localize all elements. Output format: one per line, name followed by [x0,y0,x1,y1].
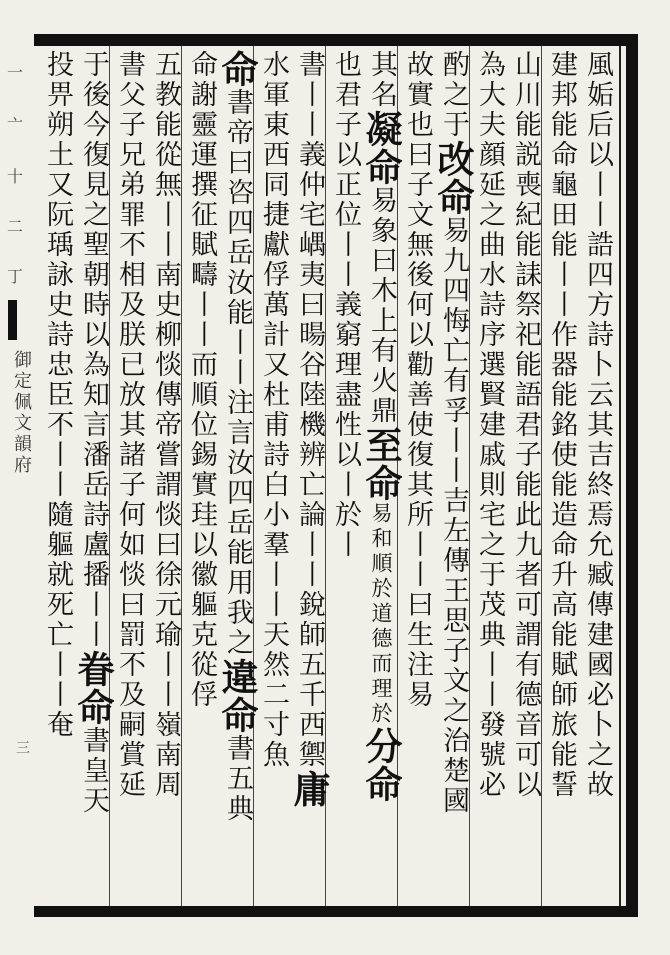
column-text: 書父子兄弟罪不相及朕已放其諸子何如惔曰罰不及嗣賞延 [114,50,145,800]
entry-heading: 改命 [431,140,475,216]
column-text: 易象曰木上有火鼎 [366,186,397,426]
frame-right-border [626,34,638,917]
margin-mark: 一 [6,63,23,82]
text-column [507,50,543,900]
column-text: 命謝靈運撰征賦疇丨丨而順位錫實珪以徽軀克從俘 [186,50,217,710]
text-column [39,50,75,900]
entry-heading: 眷命 [71,650,115,726]
column-text: 書丨丨義仲宅嵎夷曰暘谷陸機辨亡論丨丨銳師五千西禦 [294,50,325,770]
margin-page-mark: 三 [14,740,30,754]
column-text: 投畀朔土又阮瑀詠史詩忠臣不丨丨隨軀就死亡丨丨奄 [42,50,73,740]
margin-fold-title: 御定佩文韻府 [11,350,32,476]
margin-mark: 二 [6,217,23,236]
entry-heading: 凝命 [359,110,403,186]
text-column [327,50,363,900]
text-column [287,50,331,900]
entry-heading: 至命 [359,426,403,502]
entry-heading: 命 [215,50,259,88]
column-text: 風姤后以丨丨誥四方詩卜云其吉終焉允臧傳建國必卜之故 [582,50,613,800]
text-column [543,50,579,900]
column-text: 書五典 [222,734,253,824]
column-text: 也君子以正位丨丨義窮理盡性以丨於丨 [330,50,361,560]
column-text: 建邦能命龜田能丨丨作器能銘使能造命升高能賦師旅能誓 [546,50,577,800]
text-column [71,50,115,900]
column-text: 水軍東西同捷獻俘萬計又杜甫詩白小羣丨丨天然二寸魚 [258,50,289,770]
column-text: 山川能説喪紀能誄祭祀能語君子能此九者可謂有德音可以 [510,50,541,800]
column-text: 其名 [366,50,397,110]
column-text: 書皇天 [78,726,109,816]
text-column [111,50,147,900]
text-column [255,50,291,900]
column-text: 書帝曰咨四岳汝能丨丨注言汝四岳能用我之 [222,88,253,658]
column-text: 易九四悔亡有孚丨丨吉左傳王思子文之治楚國 [438,216,469,816]
column-text: 易和順於道德而理於 [369,502,393,727]
entry-heading: 分命 [359,727,403,803]
column-text: 五教能從無丨丨南史柳惔傳帝嘗謂惔曰徐元瑜丨丨嶺南周 [150,50,181,800]
column-text: 酌之于 [438,50,469,140]
entry-heading: 庸 [287,770,331,808]
frame-bottom-border [34,906,638,917]
column-text: 為大夫顔延之曲水詩序選賢建戚則宅之于茂典丨丨發號必 [474,50,505,800]
frame-top-border [34,34,638,46]
text-column [147,50,183,900]
margin-mark: 十 [6,167,23,186]
margin-mark: 丁 [6,267,23,286]
text-column [471,50,507,900]
frame-inner-right-rule [619,46,621,906]
text-column [431,50,475,900]
text-column [359,50,403,900]
margin-mark: 亠 [6,115,23,134]
text-column [579,50,615,900]
text-column [215,50,259,900]
text-column [183,50,219,900]
column-text: 故實也曰子文無後何以勸善使復其所丨丨曰生注易 [402,50,433,710]
entry-heading: 違命 [215,658,259,734]
column-text: 于後今復見之聖朝時以為知言潘岳詩盧播丨丨 [78,50,109,650]
margin-fish-tail-mark [8,300,17,340]
text-column [399,50,435,900]
